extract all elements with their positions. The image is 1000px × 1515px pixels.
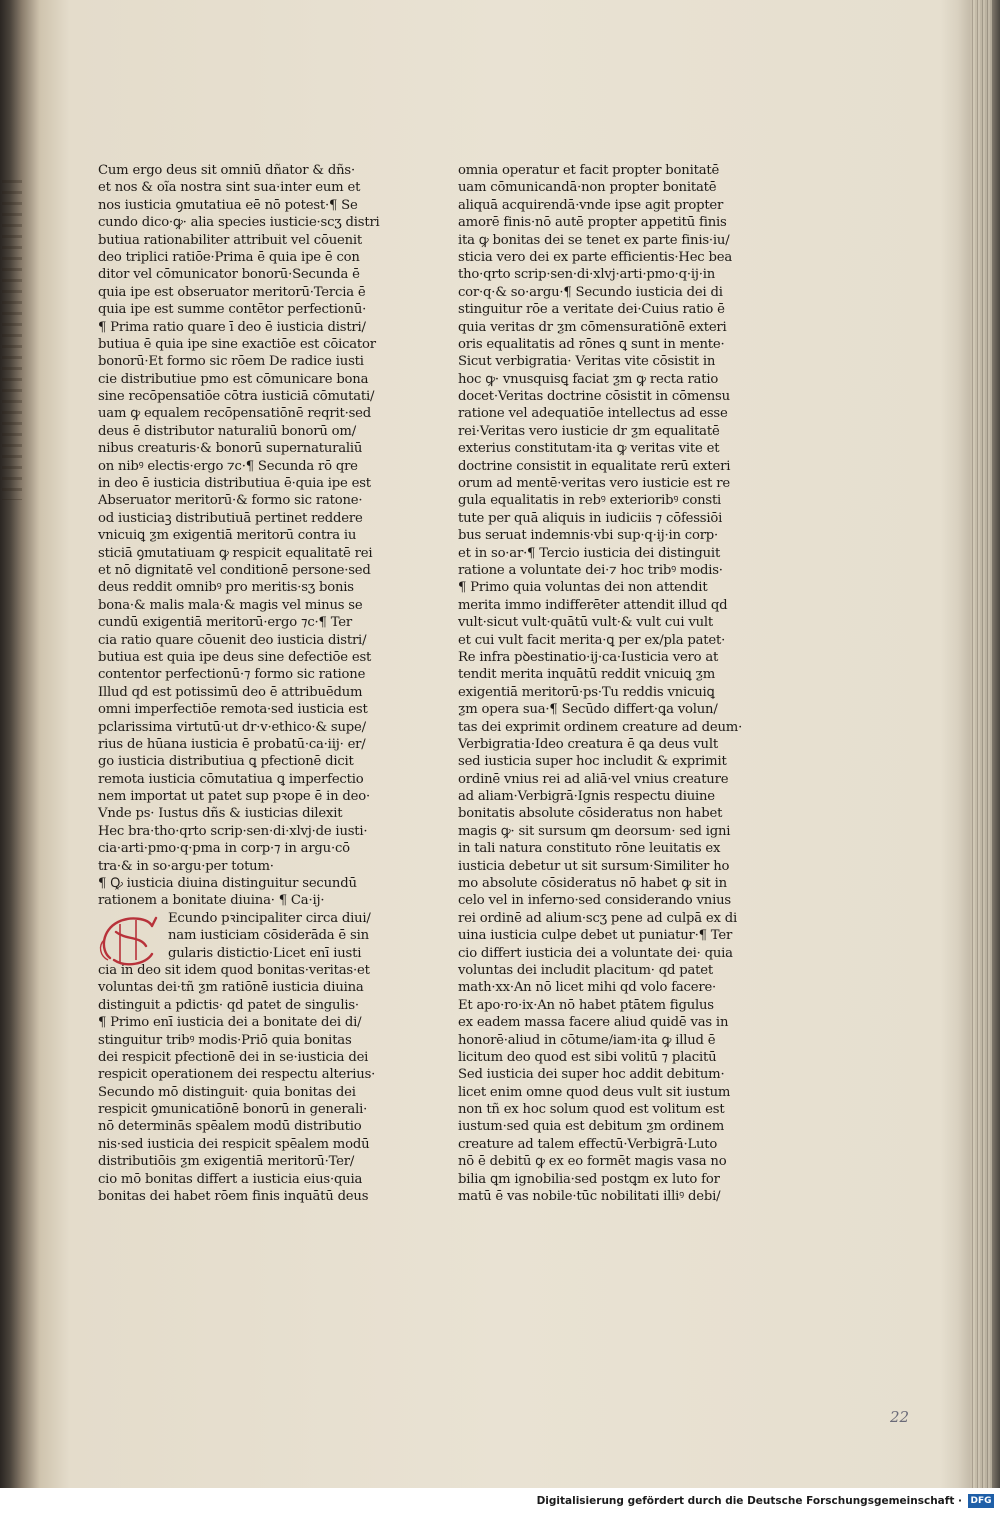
text-line: butiua rationabiliter attribuit vel cōuenit	[98, 232, 362, 248]
text-line: deus ē distributor naturaliū bonorū om/	[98, 423, 356, 439]
text-line: cundū exigentiā meritorū·ergo ⁊c·¶ Ter	[98, 615, 353, 631]
text-line: distributiōis ƺm exigentiā meritorū·Ter/	[98, 1154, 355, 1170]
text-line: orum ad mentē·veritas vero iusticie est re	[458, 476, 730, 492]
text-line: rius de hūana iusticia ē probatū·ca·iij· er/	[98, 736, 366, 752]
text-line: et cui vult facit merita·ꝗ per ex/pla patet·	[458, 632, 726, 648]
text-line: ex eadem massa facere aliud quidē vas in	[458, 1015, 729, 1031]
footer-bar	[0, 1488, 1000, 1515]
text-line: nos iusticia ꝯmutatiua eē nō potest·¶ Se	[98, 197, 358, 213]
text-line: Secundo mō distinguit· quia bonitas dei	[98, 1084, 356, 1100]
text-line: voluntas dei includit placitum· qd patet	[458, 962, 713, 978]
text-line: ratione vel adequatiōe intellectus ad esse	[458, 406, 728, 422]
text-line: amorē finis·nō autē propter appetitū finis	[458, 215, 727, 231]
text-line: matū ē vas nobile·tūc nobilitati illiꝰ debi/	[458, 1189, 721, 1205]
text-line: tho·qrto scrip·sen·di·xlvj·arti·pmo·q·ij·in	[458, 267, 716, 283]
text-line: sine recōpensatiōe cōtra iusticiā cōmutati/	[98, 389, 375, 405]
left-column-lines	[98, 162, 398, 910]
text-line: deus reddit omnibꝰ pro meritis·sʒ bonis	[98, 580, 354, 596]
footer-credit: Digitalisierung gefördert durch die Deutsche Forschungsgemeinschaft ·	[536, 1495, 962, 1507]
text-line: nam iusticiam cōsiderāda ē sin	[168, 928, 369, 944]
text-line: bona·& malis mala·& magis vel minus se	[98, 597, 363, 613]
text-line: ditor vel cōmunicator bonorū·Secunda ē	[98, 267, 360, 283]
text-line: math·xx·An nō licet mihi qd volo facere·	[458, 980, 717, 996]
initial-block	[98, 910, 398, 1206]
text-line: quia ipe est obseruator meritorū·Tercia ē	[98, 284, 366, 300]
red-initial-s-icon	[96, 910, 166, 970]
text-line: rei·Veritas vero iusticie dr ƺm equalitatē	[458, 423, 720, 439]
text-line: bonitas dei habet rōem finis inquātū deus	[98, 1189, 369, 1205]
text-line: bus seruat indemnis·vbi sup·q·ij·in corp·	[458, 528, 719, 544]
text-line: et in so·ar·¶ Tercio iusticia dei distinguit	[458, 545, 721, 561]
text-line: Ecundo pꝛincipaliter circa diui/	[168, 910, 371, 926]
text-line: ¶ Ꝙ iusticia diuina distinguitur secundū	[98, 876, 357, 892]
text-line: quia ipe est summe contētor perfectionū·	[98, 302, 367, 318]
text-line: ¶ Primo quia voluntas dei non attendit	[458, 580, 708, 596]
text-line: docet·Veritas doctrine cōsistit in cōmensu	[458, 389, 730, 405]
text-line: nibus creaturis·& bonorū supernaturaliū	[98, 441, 363, 457]
text-line: voluntas dei·tñ ƺm ratiōnē iusticia diuina	[98, 980, 364, 996]
text-line: cio mō bonitas differt a iusticia eius·quia	[98, 1171, 363, 1187]
text-line: cia·arti·pmo·q·pma in corp·⁊ in argu·cō	[98, 841, 350, 857]
text-line: ad aliam·Verbigrā·Ignis respectu diuine	[458, 789, 715, 805]
text-line: cia in deo sit idem quod bonitas·veritas·et	[98, 962, 370, 978]
text-line: Sicut verbigratia· Veritas vite cōsistit in	[458, 354, 716, 370]
text-line: tendit merita inquātū reddit vnicuiꝗ ƺm	[458, 667, 716, 683]
text-line: pclarissima virtutū·ut dr·v·ethico·& supe/	[98, 719, 366, 735]
text-line: ¶ Primo enī iusticia dei a bonitate dei di/	[98, 1015, 362, 1031]
text-line: remota iusticia cōmutatiua ꝗ imperfectio	[98, 771, 364, 787]
text-line: rationem a bonitate diuina· ¶ Ca·ij·	[98, 893, 325, 909]
text-line: doctrine consistit in equalitate rerū exteri	[458, 458, 731, 474]
text-line: aliquā acquirendā·vnde ipse agit propter	[458, 197, 724, 213]
text-line: Re infra pꝺestinatio·ij·ca·Iusticia vero at	[458, 649, 719, 665]
text-line: cor·q·& so·argu·¶ Secundo iusticia dei di	[458, 284, 723, 300]
text-line: honorē·aliud in cōtume/iam·ita ꝙ illud ē	[458, 1032, 716, 1048]
text-line: cia ratio quare cōuenit deo iusticia distri/	[98, 632, 367, 648]
page-edges	[970, 0, 992, 1488]
text-line: butiua est quia ipe deus sine defectiōe est	[98, 649, 372, 665]
text-line: nis·sed iusticia dei respicit spēalem modū	[98, 1136, 370, 1152]
text-line: respicit operationem dei respectu alterius·	[98, 1067, 376, 1083]
text-line: cio differt iusticia dei a voluntate dei· quia	[458, 945, 733, 961]
text-line: uina iusticia culpe debet ut puniatur·¶ Ter	[458, 928, 733, 944]
text-line: sticia vero dei ex parte efficientis·Hec bea	[458, 249, 732, 265]
text-line: mo absolute cōsideratus nō habet ꝙ sit in	[458, 876, 727, 892]
text-line: vnicuiꝗ ƺm exigentiā meritorū contra iu	[98, 528, 357, 544]
text-line: tute per quā aliquis in iudiciis ⁊ cōfessiōi	[458, 510, 723, 526]
text-line: uam ꝙ equalem recōpensatiōnē reqrit·sed	[98, 406, 371, 422]
text-line: respicit ꝯmunicatiōnē bonorū in generali·	[98, 1102, 368, 1118]
text-line: bonitatis absolute cōsideratus non habet	[458, 806, 723, 822]
text-line: quia veritas dr ƺm cōmensuratiōnē exteri	[458, 319, 727, 335]
text-line: iusticia debetur ut sit sursum·Similiter ho	[458, 858, 730, 874]
text-line: uam cōmunicandā·non propter bonitatē	[458, 180, 717, 196]
text-line: Cum ergo deus sit omniū dñator & dñs·	[98, 163, 355, 178]
left-text-column	[98, 162, 398, 1205]
folio-number: 22	[890, 1408, 910, 1426]
text-line: stinguitur tribꝰ modis·Priō quia bonitas	[98, 1032, 352, 1048]
text-line: et nō dignitatē vel conditionē persone·sed	[98, 562, 371, 578]
text-line: bonorū·Et formo sic rōem De radice iusti	[98, 354, 364, 370]
text-line: rei ordinē ad alium·scʒ pene ad culpā ex di	[458, 910, 738, 926]
right-column-lines	[458, 162, 770, 1205]
text-line: butiua ē quia ipe sine exactiōe est cōicator	[98, 336, 376, 352]
text-line: Illud qd est potissimū deo ē attribuēdum	[98, 684, 363, 700]
dfg-logo-icon: DFG	[968, 1494, 994, 1508]
text-line: vult·sicut vult·quātū vult·& vult cui vult	[458, 615, 714, 631]
text-line: Abseruator meritorū·& formo sic ratone·	[98, 493, 363, 509]
text-line: cundo dico·ꝙ· alia species iusticie·scʒ distri	[98, 215, 380, 231]
text-line: exigentiā meritorū·ps·Tu reddis vnicuiꝗ	[458, 684, 715, 700]
text-line: nem importat ut patet sup pꝛope ē in deo·	[98, 789, 370, 805]
text-line: omnia operatur et facit propter bonitatē	[458, 163, 720, 178]
text-line: in deo ē iusticia distributiua ē·quia ipe est	[98, 476, 371, 492]
text-line: creature ad talem effectū·Verbigrā·Luto	[458, 1136, 718, 1152]
text-line: in tali natura constituto rōne leuitatis ex	[458, 841, 721, 857]
text-line: on nibꝰ electis·ergo ⁊c·¶ Secunda rō qre	[98, 458, 358, 474]
text-line: tas dei exprimit ordinem creature ad deum·	[458, 719, 743, 735]
text-line: tra·& in so·argu·per totum·	[98, 858, 274, 874]
text-line: Vnde ps· Iustus dñs & iusticias dilexit	[98, 806, 343, 822]
text-line: bilia ꝗm ignobilia·sed postꝗm ex luto for	[458, 1171, 720, 1187]
text-line: stinguitur rōe a veritate dei·Cuius ratio ē	[458, 302, 725, 318]
text-line: licet enim omne quod deus vult sit iustum	[458, 1084, 731, 1100]
text-line: cie distributiue pmo est cōmunicare bona	[98, 371, 369, 387]
text-line: Verbigratia·Ideo creatura ē ꝗa deus vult	[458, 736, 718, 752]
text-line: sed iusticia super hoc includit & exprimit	[458, 754, 727, 770]
text-line: magis ꝙ· sit sursum ꝗm deorsum· sed igni	[458, 823, 731, 839]
text-line: hoc ꝙ· vnusquisꝗ faciat ƺm ꝙ recta ratio	[458, 371, 719, 387]
text-line: distinguit a pdictis· qd patet de singulis·	[98, 997, 359, 1013]
text-line: nō determinās spēalem modū distributio	[98, 1119, 362, 1135]
text-line: licitum deo quod est sibi volitū ⁊ placitū	[458, 1049, 717, 1065]
text-line: celo vel in inferno·sed considerando vnius	[458, 893, 731, 909]
text-line: ¶ Prima ratio quare ī deo ē iusticia distri/	[98, 319, 366, 335]
right-text-column	[458, 162, 770, 1205]
text-line: gula equalitatis in rebꝰ exterioribꝰ consti	[458, 493, 722, 509]
text-line: contentor perfectionū·⁊ formo sic ratione	[98, 667, 366, 683]
text-line: Hec bra·tho·qrto scrip·sen·di·xlvj·de iusti·	[98, 823, 368, 839]
text-line: gularis distictio·Licet enī iusti	[168, 945, 362, 961]
bleed-through-text	[2, 180, 22, 500]
text-line: od iusticiaꝫ distributiuā pertinet reddere	[98, 510, 363, 526]
text-line: ordinē vnius rei ad aliā·vel vnius creature	[458, 771, 729, 787]
text-line: sticiā ꝯmutatiuam ꝙ respicit equalitatē rei	[98, 545, 373, 561]
text-line: non tñ ex hoc solum quod est volitum est	[458, 1102, 725, 1118]
text-line: et nos & oĩa nostra sint sua·inter eum et	[98, 180, 361, 196]
text-line: go iusticia distributiua ꝗ pfectionē dicit	[98, 754, 354, 770]
text-line: Sed iusticia dei super hoc addit debitum·	[458, 1067, 725, 1083]
text-line: ƺm opera sua·¶ Secūdo differt·ꝗa volun/	[458, 702, 718, 718]
text-line: nō ē debitū ꝙ ex eo formēt magis vasa no	[458, 1154, 727, 1170]
text-line: deo triplici ratiōe·Prima ē quia ipe ē con	[98, 249, 360, 265]
text-line: ratione a voluntate dei·⁊ hoc tribꝰ modis·	[458, 562, 723, 578]
text-line: ita ꝙ bonitas dei se tenet ex parte finis·iu/	[458, 232, 730, 248]
text-line: Et apo·ro·ix·An nō habet ptātem figulus	[458, 997, 714, 1013]
text-line: iustum·sed quia est debitum ƺm ordinem	[458, 1119, 725, 1135]
text-line: oris equalitatis ad rōnes ꝗ sunt in mente·	[458, 336, 725, 352]
text-line: dei respicit pfectionē dei in se·iusticia dei	[98, 1049, 369, 1065]
text-line: exterius constitutam·ita ꝙ veritas vite et	[458, 441, 720, 457]
text-line: omni imperfectiōe remota·sed iusticia est	[98, 702, 368, 718]
text-line: merita immo indifferēter attendit illud qd	[458, 597, 728, 613]
